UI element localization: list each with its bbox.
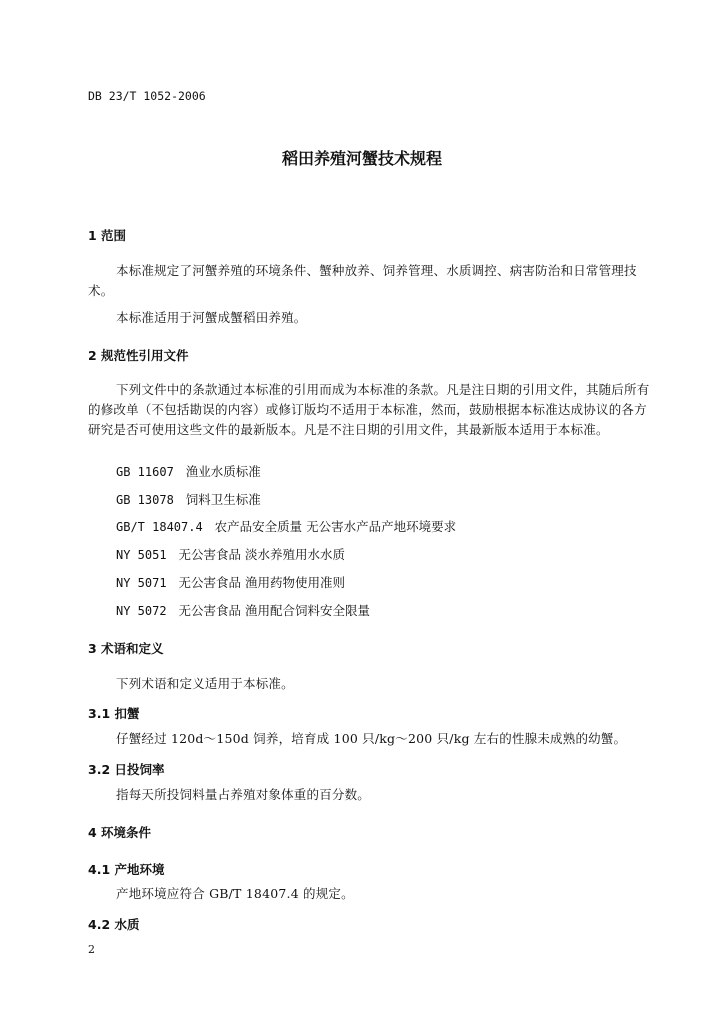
reference-item [116, 517, 456, 535]
reference-code: NY 5072 [116, 604, 167, 618]
section-1-paragraph-1: 本标准规定了河蟹养殖的环境条件、蟹种放养、饲养管理、水质调控、病害防治和日常管理技术。 [88, 263, 637, 298]
reference-code: NY 5071 [116, 576, 167, 590]
reference-item [116, 462, 261, 480]
reference-name: 无公害食品 渔用配合饲料安全限量 [178, 603, 370, 618]
section-1-paragraph-2: 本标准适用于河蟹成蟹稻田养殖。 [116, 310, 307, 325]
reference-code: GB 11607 [116, 465, 174, 479]
section-4-1-heading: 4.1 产地环境 [88, 862, 165, 877]
section-2-paragraph-1: 下列文件中的条款通过本标准的引用而成为本标准的条款。凡是注日期的引用文件，其随后所有的修改单（不包括勘误的内容）或修订版均不适用于本标准，然而，鼓励根据本标准达成协议的各方研究是否可使用这些文件的最新版本。凡是不注日期的引用文件，其最新版本适用于本标准。 [88, 382, 650, 437]
reference-code: GB/T 18407.4 [116, 520, 203, 534]
reference-item [116, 545, 345, 563]
section-4-1-text: 产地环境应符合 GB/T 18407.4 的规定。 [116, 886, 354, 901]
page-number: 2 [88, 943, 95, 956]
section-1-heading: 1 范围 [88, 228, 127, 243]
section-4-2-heading: 4.2 水质 [88, 917, 140, 932]
section-3-1-heading: 3.1 扣蟹 [88, 706, 140, 721]
section-3-heading: 3 术语和定义 [88, 641, 164, 656]
document-title: 稻田养殖河蟹技术规程 [281, 149, 442, 168]
reference-name: 农产品安全质量 无公害水产品产地环境要求 [214, 519, 457, 534]
section-3-2-text: 指每天所投饲料量占养殖对象体重的百分数。 [116, 787, 371, 802]
section-3-2-heading: 3.2 日投饲率 [88, 762, 165, 777]
reference-code: NY 5051 [116, 548, 167, 562]
standard-number: DB 23/T 1052-2006 [88, 89, 206, 103]
section-4-heading: 4 环境条件 [88, 825, 152, 840]
section-3-paragraph-1: 下列术语和定义适用于本标准。 [116, 676, 294, 691]
reference-name: 无公害食品 渔用药物使用准则 [178, 575, 345, 590]
reference-item [116, 490, 261, 508]
section-2-heading: 2 规范性引用文件 [88, 348, 189, 363]
reference-name: 无公害食品 淡水养殖用水水质 [178, 547, 345, 562]
section-3-1-text: 仔蟹经过 120d～150d 饲养，培育成 100 只/kg～200 只/kg 左右的性腺未成熟的幼蟹。 [116, 731, 627, 746]
reference-item [116, 573, 345, 591]
reference-code: GB 13078 [116, 493, 174, 507]
reference-item [116, 601, 370, 619]
reference-name: 渔业水质标准 [185, 464, 261, 479]
reference-name: 饲料卫生标准 [185, 492, 261, 507]
